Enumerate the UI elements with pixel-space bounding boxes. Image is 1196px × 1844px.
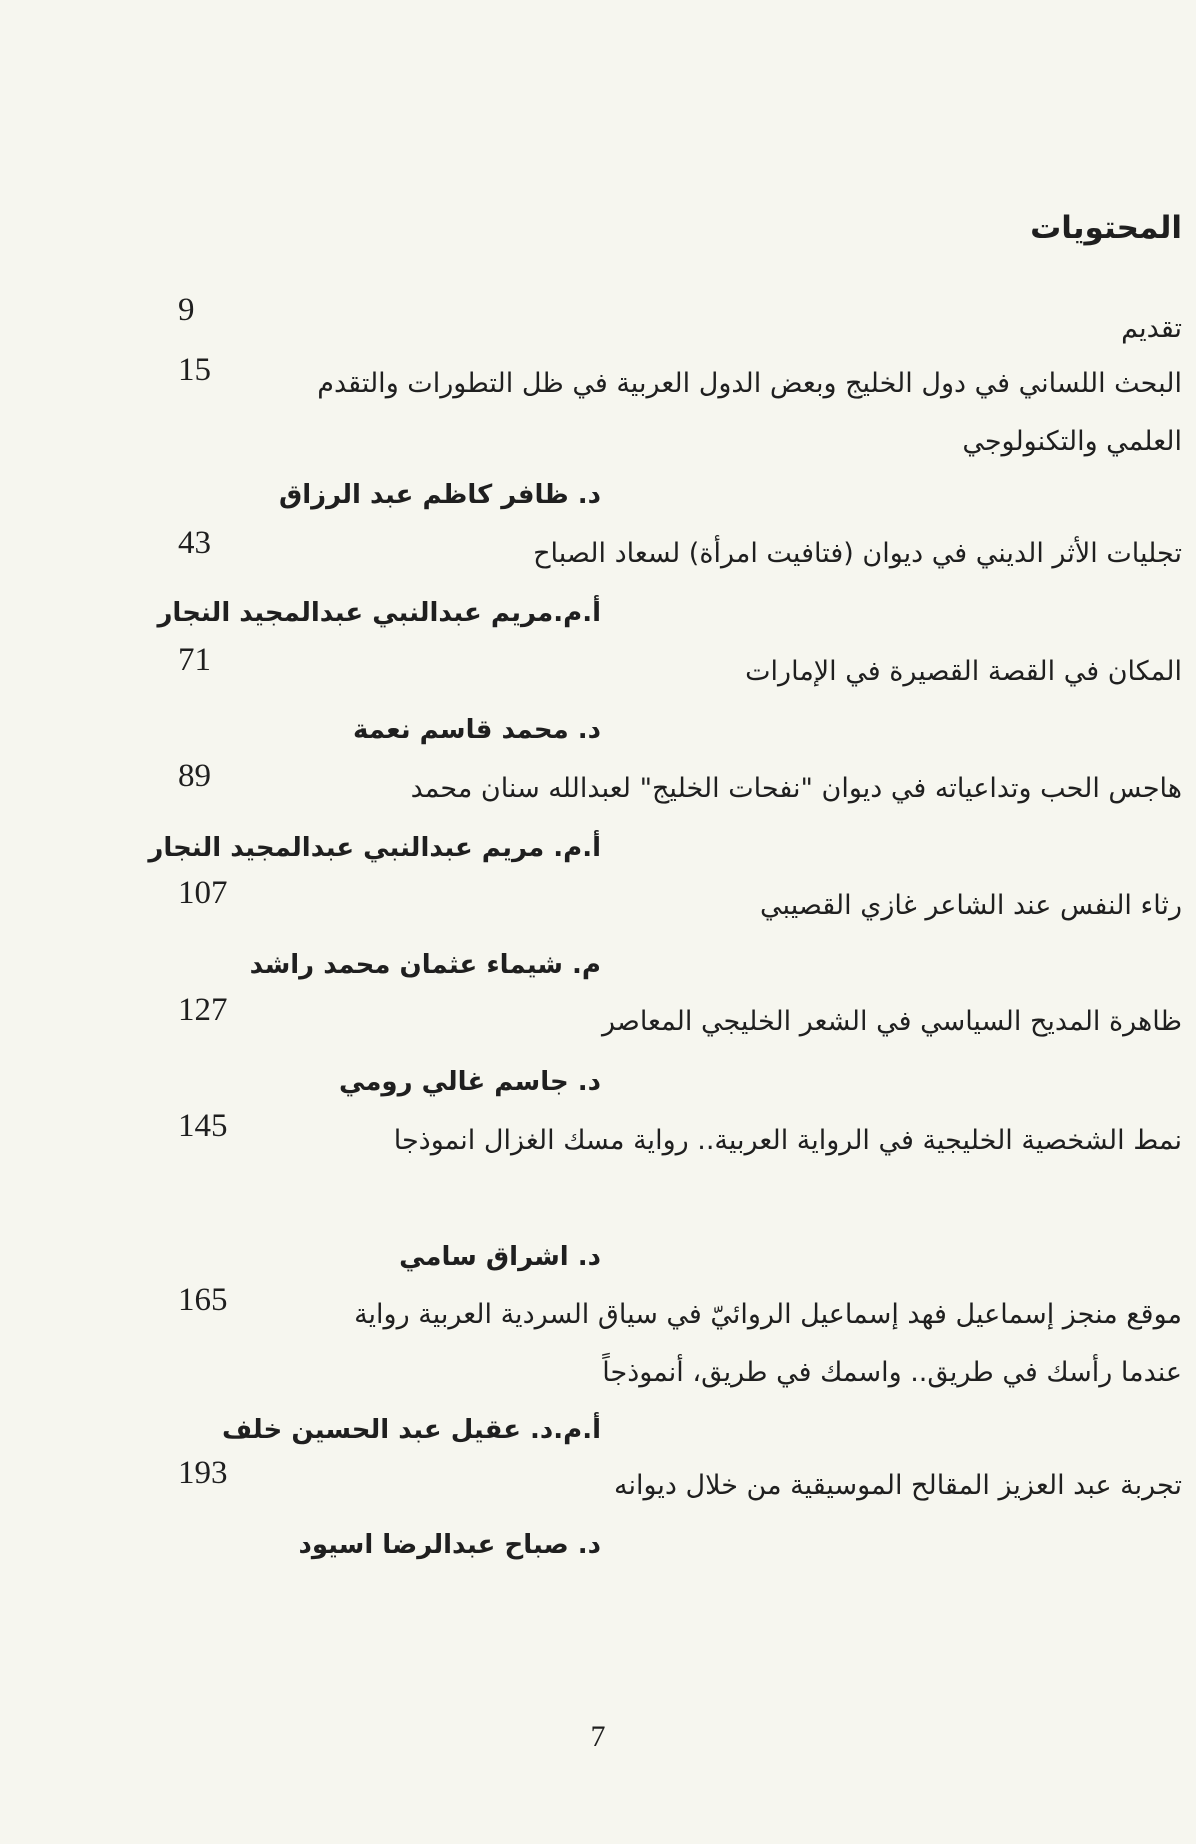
toc-entry-author: أ.م.مريم عبدالنبي عبدالمجيد النجار xyxy=(157,598,601,628)
toc-entry-title: نمط الشخصية الخليجية في الرواية العربية.. رواية مسك الغزال انموذجا xyxy=(393,1125,1182,1156)
toc-page-number: 71 xyxy=(178,642,211,678)
toc-page-number: 127 xyxy=(178,992,228,1028)
toc-page-number: 193 xyxy=(178,1455,228,1491)
toc-entry-author: د. جاسم غالي رومي xyxy=(339,1067,601,1097)
toc-entry-title: تجربة عبد العزيز المقالح الموسيقية من خلال ديوانه xyxy=(613,1470,1182,1501)
toc-entry-title: هاجس الحب وتداعياته في ديوان "نفحات الخليج" لعبدالله سنان محمد xyxy=(410,773,1182,804)
toc-page-number: 145 xyxy=(178,1108,228,1144)
toc-page-number: 15 xyxy=(178,352,211,388)
toc-page-number: 9 xyxy=(178,292,195,328)
toc-entry-title: البحث اللساني في دول الخليج وبعض الدول العربية في ظل التطورات والتقدم العلمي والتكنولوجي xyxy=(317,368,1182,457)
toc-entry-author: د. اشراق سامي xyxy=(399,1242,601,1272)
page-title: المحتويات xyxy=(1030,210,1182,246)
toc-page-number: 107 xyxy=(178,875,228,911)
toc-entry-title: تقديم xyxy=(1121,313,1182,344)
toc-entry-author: أ.م. مريم عبدالنبي عبدالمجيد النجار xyxy=(148,833,601,863)
toc-entry-title: ظاهرة المديح السياسي في الشعر الخليجي المعاصر xyxy=(602,1006,1182,1037)
toc-entry-title: المكان في القصة القصيرة في الإمارات xyxy=(745,656,1182,687)
toc-entry-title: موقع منجز إسماعيل فهد إسماعيل الروائيّ في سياق السردية العربية رواية عندما رأسك في طريق.. واسمك في طريق، أنموذجاً xyxy=(354,1299,1182,1388)
toc-page-number: 43 xyxy=(178,525,211,561)
toc-entry-title: رثاء النفس عند الشاعر غازي القصيبي xyxy=(760,890,1182,921)
toc-entry-author: د. محمد قاسم نعمة xyxy=(352,715,601,745)
toc-page-number: 165 xyxy=(178,1282,228,1318)
toc-entry-author: م. شيماء عثمان محمد راشد xyxy=(249,950,601,980)
toc-page-number: 89 xyxy=(178,758,211,794)
toc-entry-author: د. صباح عبدالرضا اسيود xyxy=(298,1530,601,1560)
toc-entry-title: تجليات الأثر الديني في ديوان (فتافيت امرأة) لسعاد الصباح xyxy=(533,538,1182,569)
toc-entry-author: أ.م.د. عقيل عبد الحسين خلف xyxy=(221,1415,601,1445)
page-number: 7 xyxy=(590,1720,606,1753)
toc-entry-author: د. ظافر كاظم عبد الرزاق xyxy=(278,480,601,510)
